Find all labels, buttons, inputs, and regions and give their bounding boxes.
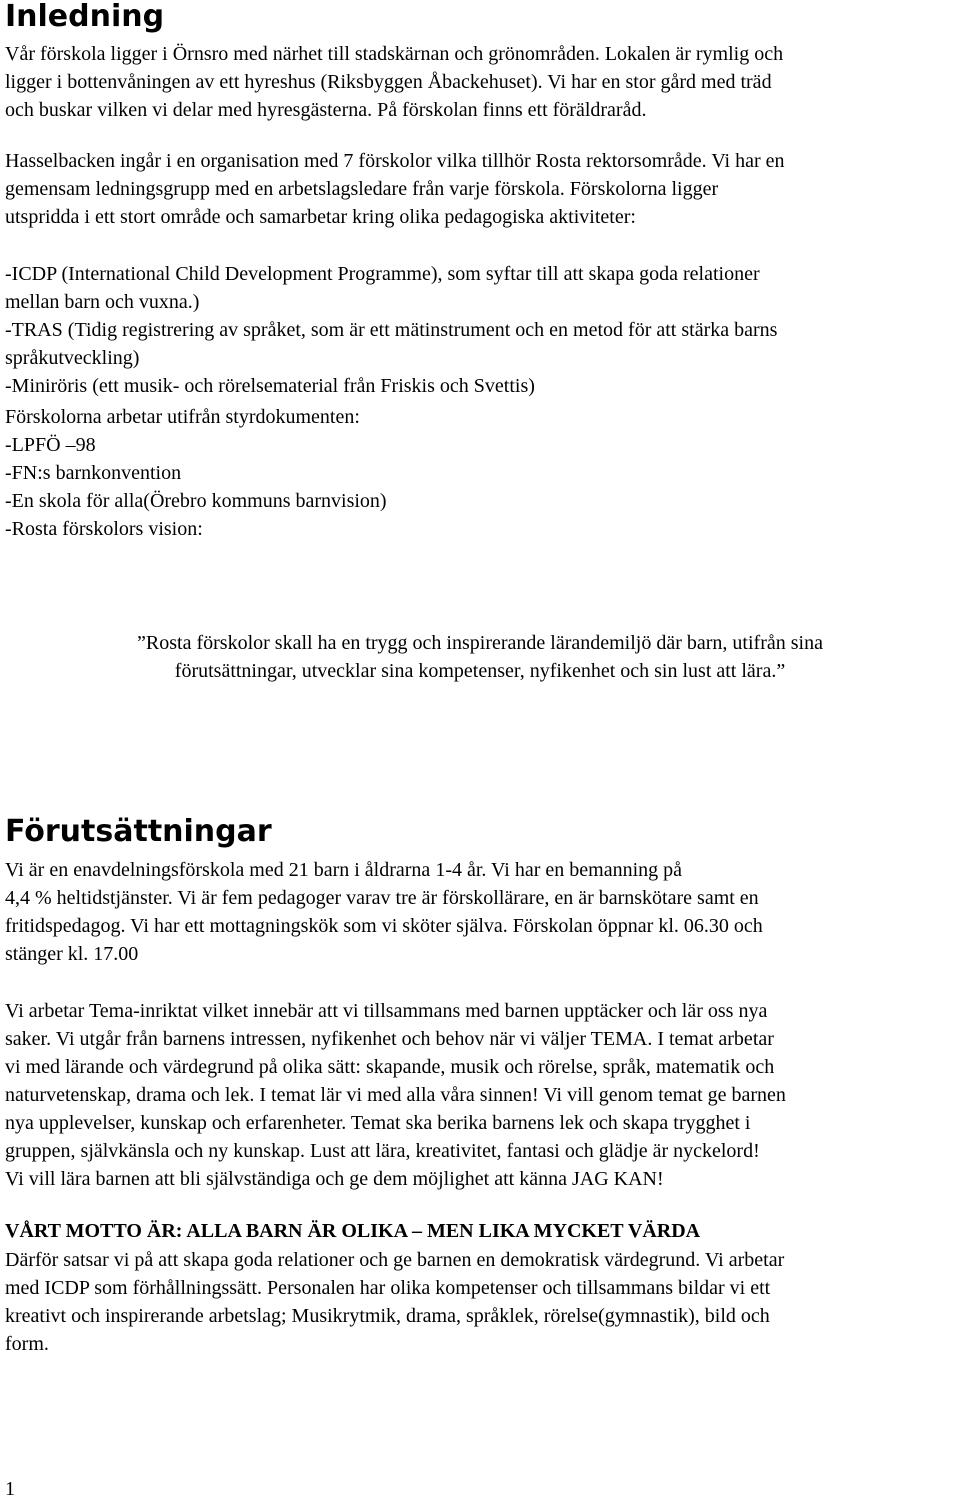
motto — [5, 1217, 955, 1245]
list-item: -FN:s barnkonvention — [5, 462, 182, 484]
text-line: Vi är en enavdelningsförskola med 21 barn i åldrarna 1-4 år. Vi har en bemanning på — [5, 859, 683, 881]
text-line: utspridda i ett stort område och samarbetar kring olika pedagogiska aktiviteter: — [5, 206, 636, 228]
text-line: gemensam ledningsgrupp med en arbetslagsledare från varje förskola. Förskolorna ligger — [5, 178, 719, 200]
text-line: Hasselbacken ingår i en organisation med 7 förskolor vilka tillhör Rosta rektorsområde. Vi har en — [5, 150, 785, 172]
list-item: -En skola för alla(Örebro kommuns barnvision) — [5, 490, 387, 512]
text-line: nya upplevelser, kunskap och erfarenheter. Temat ska berika barnens lek och skapa trygghet i — [5, 1112, 751, 1134]
text-line: med ICDP som förhållningssätt. Personalen har olika kompetenser och tillsammans bildar vi ett — [5, 1277, 771, 1299]
vision-quote — [0, 629, 960, 685]
list-item: -Rosta förskolors vision: — [5, 518, 203, 540]
text-line: ”Rosta förskolor skall ha en trygg och inspirerande lärandemiljö där barn, utifrån sina — [137, 632, 823, 654]
list-item: språkutveckling) — [5, 347, 140, 369]
paragraph-values — [5, 1246, 955, 1358]
list-item: -LPFÖ –98 — [5, 434, 96, 456]
text-line: 4,4 % heltidstjänster. Vi är fem pedagoger varav tre är förskollärare, en är barnskötare samt en — [5, 887, 759, 909]
text-line: saker. Vi utgår från barnens intressen, nyfikenhet och behov när vi väljer TEMA. I temat arbetar — [5, 1028, 774, 1050]
text-line: naturvetenskap, drama och lek. I temat lär vi med alla våra sinnen! Vi vill genom temat ge barnen — [5, 1084, 786, 1106]
list-item: Förskolorna arbetar utifrån styrdokumenten: — [5, 406, 360, 428]
text-line: Därför satsar vi på att skapa goda relationer och ge barnen en demokratisk värdegrund. Vi arbetar — [5, 1249, 785, 1271]
list-item: -TRAS (Tidig registrering av språket, som är ett mätinstrument och en metod för att stärka barns — [5, 319, 778, 341]
list-item: -ICDP (International Child Development Programme), som syftar till att skapa goda relationer — [5, 263, 760, 285]
page-number: 1 — [5, 1478, 15, 1500]
text-line: förutsättningar, utvecklar sina kompetenser, nyfikenhet och sin lust att lära.” — [174, 660, 786, 682]
text-line: stänger kl. 17.00 — [5, 943, 139, 965]
text-line: gruppen, självkänsla och ny kunskap. Lust att lära, kreativitet, fantasi och glädje är nyckelord! — [5, 1140, 760, 1162]
text-line: ligger i bottenvåningen av ett hyreshus (Riksbyggen Åbackehuset). Vi har en stor gård med träd — [5, 71, 772, 93]
text-line: Vår förskola ligger i Örnsro med närhet till stadskärnan och grönområden. Lokalen är rymlig och — [5, 43, 784, 65]
heading-forutsattningar: Förutsättningar — [5, 814, 272, 849]
list-item: mellan barn och vuxna.) — [5, 291, 200, 313]
steering-documents-list — [5, 403, 955, 543]
text-line: kreativt och inspirerande arbetslag; Musikrytmik, drama, språklek, rörelse(gymnastik), bild och — [5, 1305, 770, 1327]
text-line: VÅRT MOTTO ÄR: ALLA BARN ÄR OLIKA – MEN LIKA MYCKET VÄRDA — [5, 1220, 701, 1242]
heading-inledning: Inledning — [5, 0, 165, 34]
paragraph-theme — [5, 997, 955, 1193]
activities-list — [5, 260, 955, 400]
text-line: fritidspedagog. Vi har ett mottagningskök som vi sköter själva. Förskolan öppnar kl. 06.30 och — [5, 915, 763, 937]
text-line: Vi arbetar Tema-inriktat vilket innebär att vi tillsammans med barnen upptäcker och lär oss nya — [5, 1000, 768, 1022]
paragraph-staffing — [5, 856, 955, 968]
text-line: och buskar vilken vi delar med hyresgästerna. På förskolan finns ett föräldraråd. — [5, 99, 647, 121]
text-line: vi med lärande och värdegrund på olika sätt: skapande, musik och rörelse, språk, matematik och — [5, 1056, 775, 1078]
text-line: Vi vill lära barnen att bli självständiga och ge dem möjlighet att känna JAG KAN! — [5, 1168, 664, 1190]
text-line: form. — [5, 1333, 49, 1355]
paragraph-organisation — [5, 147, 955, 231]
list-item: -Miniröris (ett musik- och rörelsematerial från Friskis och Svettis) — [5, 375, 535, 397]
paragraph-location — [5, 40, 955, 124]
